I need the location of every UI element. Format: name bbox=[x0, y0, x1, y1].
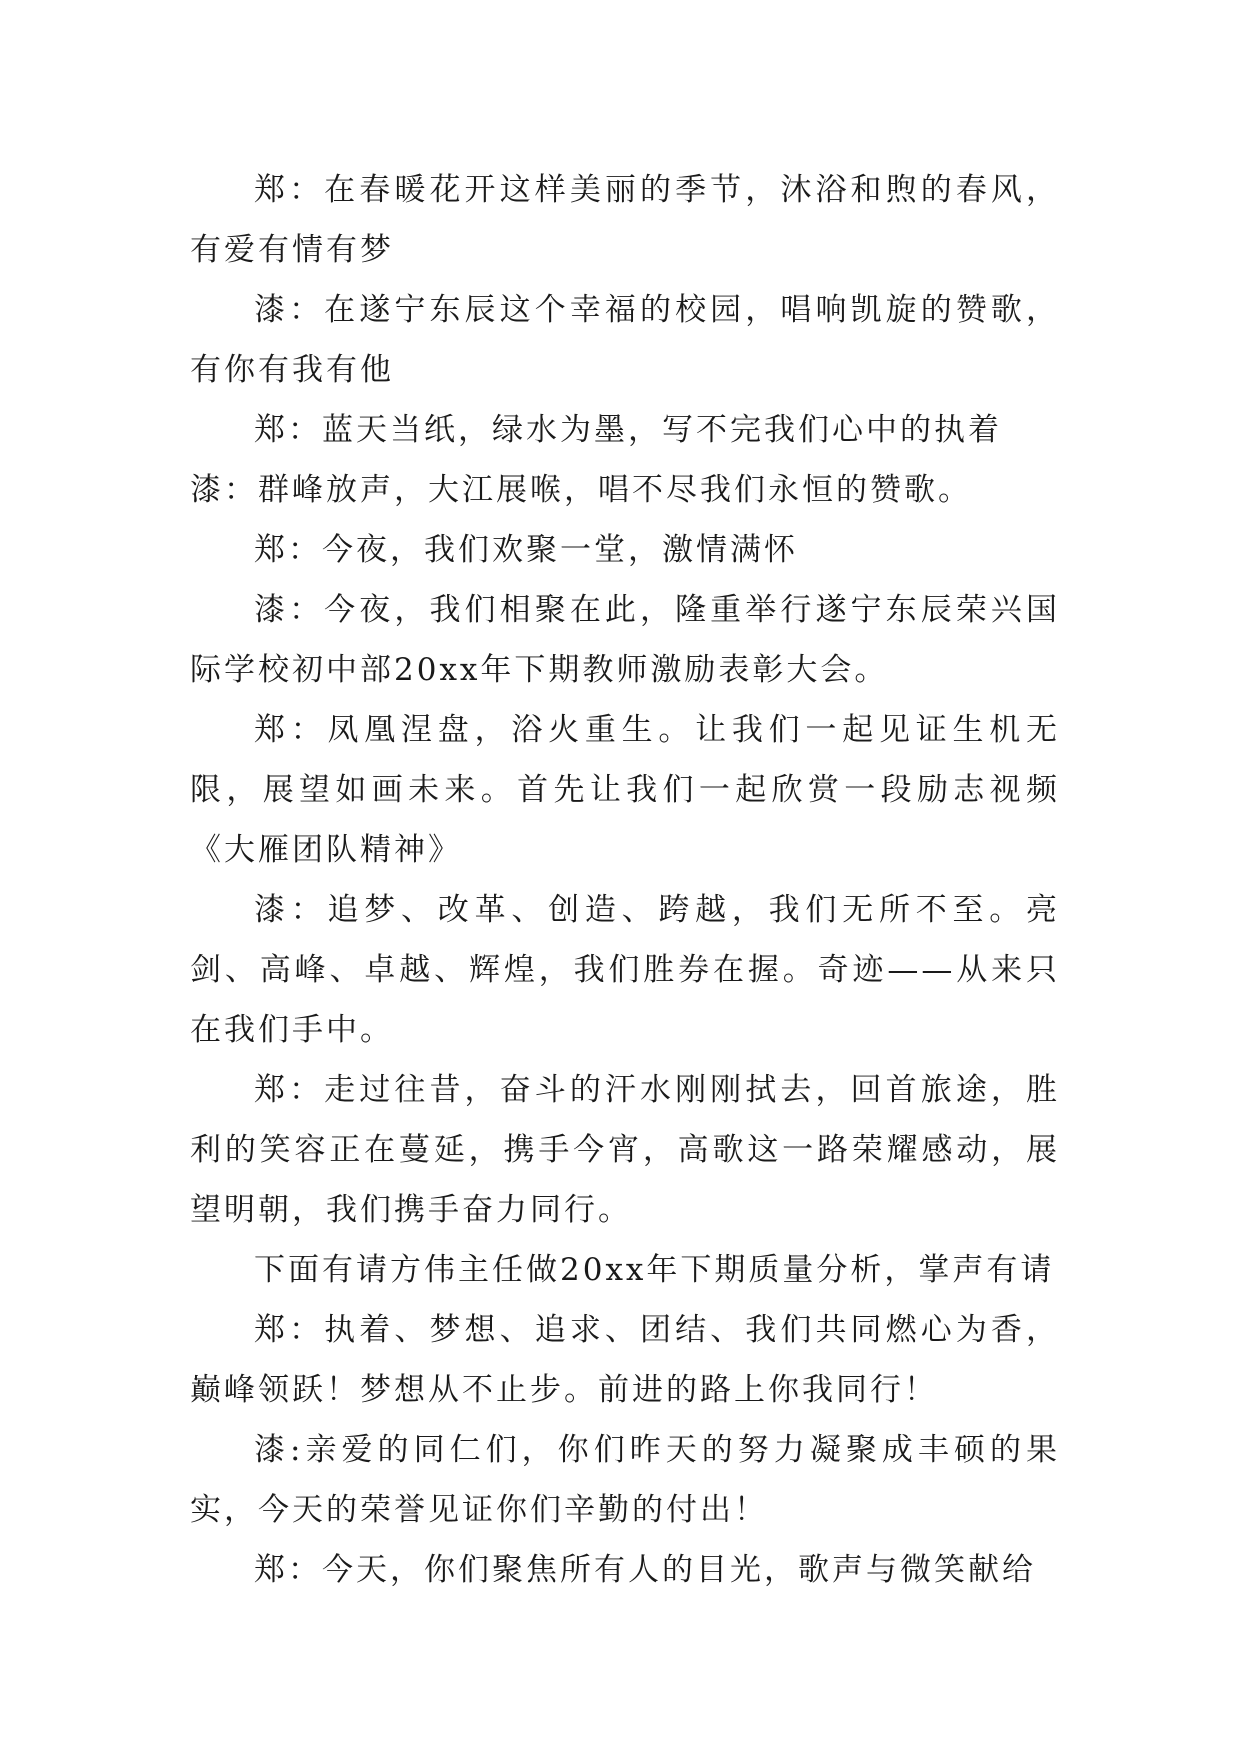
paragraph: 郑：今夜，我们欢聚一堂，激情满怀 bbox=[254, 532, 798, 568]
document-body bbox=[190, 160, 1060, 1600]
paragraph: 郑：今天，你们聚焦所有人的目光，歌声与微笑献给 bbox=[254, 1552, 1036, 1588]
paragraph: 郑：执着、梦想、追求、团结、我们共同燃心为香，巅峰领跃！梦想从不止步。前进的路上你我同行！ bbox=[190, 1312, 1060, 1408]
paragraph: 郑：走过往昔，奋斗的汗水刚刚拭去，回首旅途，胜利的笑容正在蔓延，携手今宵，高歌这一路荣耀感动，展望明朝，我们携手奋力同行。 bbox=[190, 1072, 1060, 1228]
paragraph: 漆：在遂宁东辰这个幸福的校园，唱响凯旋的赞歌，有你有我有他 bbox=[190, 292, 1060, 388]
paragraph: 郑：凤凰涅盘，浴火重生。让我们一起见证生机无限，展望如画未来。首先让我们一起欣赏一段励志视频《大雁团队精神》 bbox=[190, 712, 1060, 868]
paragraph: 郑：蓝天当纸，绿水为墨，写不完我们心中的执着 bbox=[254, 412, 1002, 448]
paragraph: 漆：群峰放声，大江展喉，唱不尽我们永恒的赞歌。 bbox=[190, 472, 972, 508]
paragraph: 下面有请方伟主任做20xx年下期质量分析，掌声有请 bbox=[254, 1252, 1055, 1288]
paragraph: 郑：在春暖花开这样美丽的季节，沐浴和煦的春风，有爱有情有梦 bbox=[190, 172, 1060, 268]
paragraph: 漆：今夜，我们相聚在此，隆重举行遂宁东辰荣兴国际学校初中部20xx年下期教师激励表彰大会。 bbox=[190, 592, 1060, 688]
paragraph: 漆：追梦、改革、创造、跨越，我们无所不至。亮剑、高峰、卓越、辉煌，我们胜券在握。奇迹——从来只在我们手中。 bbox=[190, 892, 1060, 1048]
paragraph: 漆:亲爱的同仁们，你们昨天的努力凝聚成丰硕的果实，今天的荣誉见证你们辛勤的付出！ bbox=[190, 1432, 1060, 1528]
